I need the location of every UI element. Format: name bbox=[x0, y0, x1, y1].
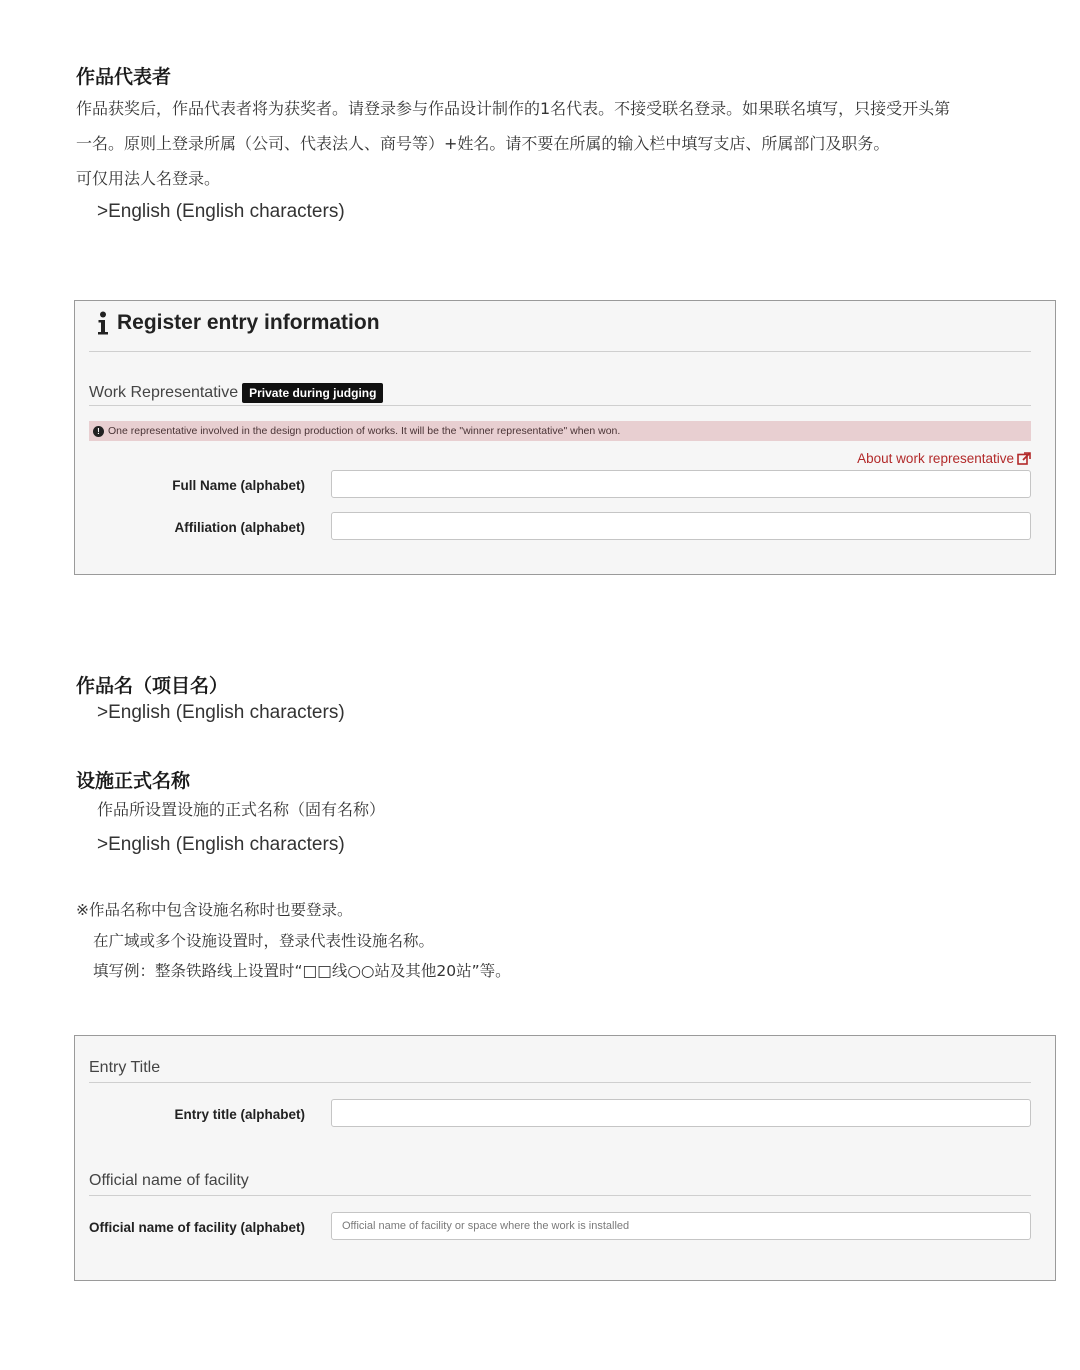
title-heading: 作品名（项目名） bbox=[76, 675, 229, 697]
panel-title bbox=[97, 311, 380, 335]
entry-title-panel bbox=[74, 1035, 1056, 1281]
divider bbox=[89, 405, 1031, 406]
alert-text: One representative involved in the design production of works. It will be the "winner representative" when won. bbox=[108, 425, 621, 437]
note-line-2: 在广域或多个设施设置时，登录代表性设施名称。 bbox=[93, 932, 435, 950]
note-line-3: 填写例：整条铁路线上设置时“□□线○○站及其他20站”等。 bbox=[93, 962, 511, 980]
link-text[interactable]: About work representative bbox=[857, 451, 1014, 466]
register-entry-panel bbox=[74, 300, 1056, 575]
entry-title-input[interactable] bbox=[331, 1099, 1031, 1127]
full-name-label: Full Name (alphabet) bbox=[172, 478, 305, 493]
facility-desc: 作品所设置设施的正式名称（固有名称） bbox=[97, 800, 386, 819]
info-icon bbox=[97, 311, 109, 335]
divider bbox=[89, 351, 1031, 352]
section-work-representative bbox=[89, 383, 383, 403]
info-alert bbox=[89, 421, 1031, 441]
private-badge: Private during judging bbox=[242, 383, 383, 403]
section-entry-title bbox=[89, 1059, 160, 1077]
affiliation-input[interactable] bbox=[331, 512, 1031, 540]
exclamation-icon: ! bbox=[93, 426, 104, 437]
rep-line-2: 一名。原则上登录所属（公司、代表法人、商号等）+姓名。请不要在所属的输入栏中填写支店、所属部门及职务。 bbox=[76, 134, 890, 153]
rep-line-3: 可仅用法人名登录。 bbox=[76, 169, 221, 188]
external-link-icon bbox=[1017, 452, 1031, 465]
rep-english: >English (English characters) bbox=[97, 201, 345, 222]
facility-name-input[interactable] bbox=[331, 1212, 1031, 1240]
section-official-facility bbox=[89, 1172, 249, 1190]
facility-heading: 设施正式名称 bbox=[76, 770, 191, 792]
facility-name-label: Official name of facility (alphabet) bbox=[89, 1220, 306, 1235]
section-label: Official name of facility bbox=[89, 1172, 249, 1189]
entry-title-label: Entry title (alphabet) bbox=[174, 1107, 305, 1122]
section-label: Entry Title bbox=[89, 1059, 161, 1076]
facility-english: >English (English characters) bbox=[97, 834, 345, 855]
rep-heading: 作品代表者 bbox=[76, 66, 172, 88]
divider bbox=[89, 1082, 1031, 1083]
divider bbox=[89, 1195, 1031, 1196]
title-english: >English (English characters) bbox=[97, 702, 345, 723]
rep-line-1: 作品获奖后，作品代表者将为获奖者。请登录参与作品设计制作的1名代表。不接受联名登录。如果联名填写，只接受开头第 bbox=[76, 99, 951, 118]
full-name-input[interactable] bbox=[331, 470, 1031, 498]
affiliation-label: Affiliation (alphabet) bbox=[174, 520, 305, 535]
panel-title-text: Register entry information bbox=[117, 311, 380, 334]
note-line-1: ※作品名称中包含设施名称时也要登录。 bbox=[76, 901, 353, 919]
about-representative-link[interactable] bbox=[857, 451, 1031, 466]
section-label: Work Representative bbox=[89, 384, 239, 401]
